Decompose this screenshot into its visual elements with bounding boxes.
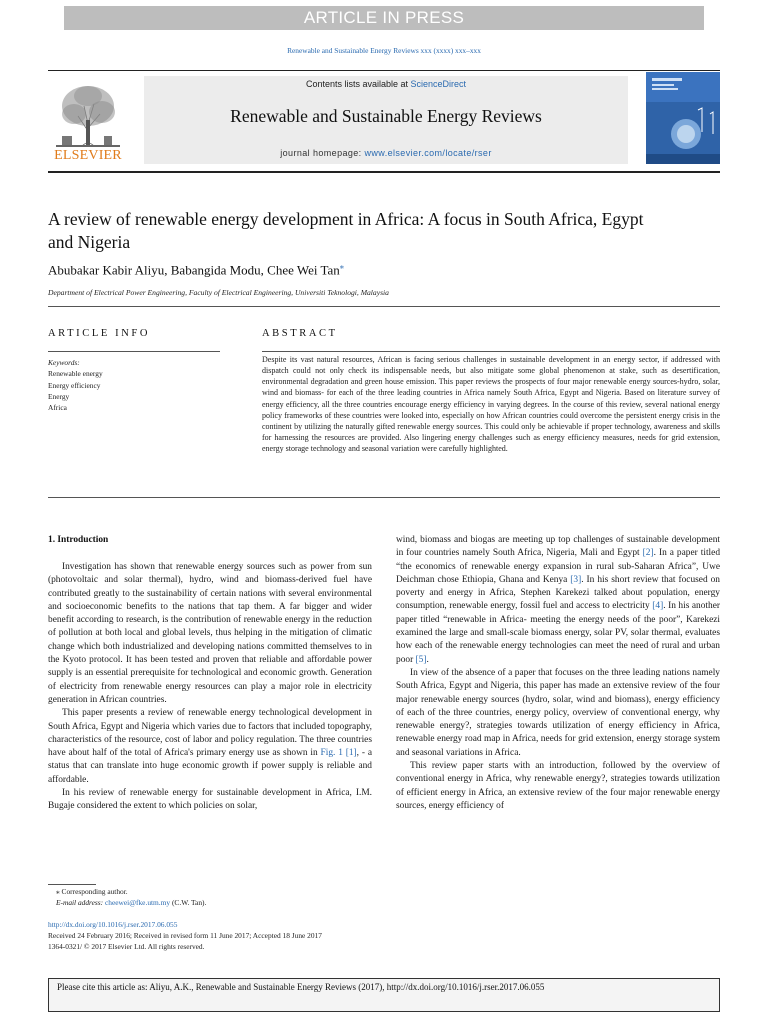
footnote-email-line [56, 897, 206, 908]
journal-masthead [144, 76, 628, 164]
corresponding-author-footnote [56, 886, 206, 908]
figure-reference-link[interactable]: Fig. 1 [1] [320, 748, 357, 759]
journal-homepage-link[interactable]: www.elsevier.com/locate/rser [364, 148, 492, 158]
received-dates: Received 24 February 2016; Received in revised form 11 June 2017; Accepted 18 June 2017 [48, 931, 322, 940]
body-column-right [396, 534, 720, 813]
author-list [48, 262, 344, 278]
article-info-top-rule [48, 306, 720, 307]
article-in-press-banner: ARTICLE IN PRESS [64, 6, 704, 30]
authors-names[interactable]: Abubakar Kabir Aliyu, Babangida Modu, Chee Wei Tan [48, 262, 340, 278]
paragraph-text: . In a paper titled “the economics of renewable energy expansion in rural sub-Saharan Africa”, Uwe Deichman chose Ethiopia, Ghana and Kenya [396, 548, 721, 585]
paragraph-text: This paper presents a review of renewable energy technological development in South Africa, Egypt and Nigeria which varies due to factors that included topography, characteristics of the resource, cost of labor and policy regulation. The three countries have about half of the total of Africa's primary energy use as shown in [48, 708, 372, 759]
body-paragraph [48, 707, 372, 787]
body-paragraph: In his review of renewable energy for sustainable development in Africa, I.M. Bugaje considered the extent to which policies on solar, [48, 788, 372, 812]
keywords-label: Keywords: [48, 358, 80, 367]
article-info-heading: ARTICLE INFO [48, 328, 151, 339]
body-paragraph: Investigation has shown that renewable energy sources such as power from sun (photovoltaic and solar thermal), hydro, wind and biomass-derived fuel have contributed greatly to the sustainability of certain nations with several environmental and socioeconomic benefits to the nations that tap them. A far bigger and wider benefit according to research, is the contribution of renewable energy in the reduction of pollution at both local and global levels, thus helping in the mitigation of climatic change which both industrialized and developing nations committed themselves to in the Kyoto protocol. It has been tested and proven that reliable and affordable power supply is an essential prerequisite for technological and economic growth. Generation of electricity from renewable energy resources can play a major role in electricity generation in African countries. [48, 562, 372, 705]
paragraph-text: , - a status that can translate into huge economic growth if power supply is reliable and affordable. [48, 748, 372, 785]
email-suffix: (C.W. Tan). [170, 898, 207, 907]
abstract-rule [262, 351, 720, 352]
corresponding-author-mark[interactable]: ⁎ [339, 262, 344, 271]
keyword-item: Africa [48, 403, 67, 413]
keyword-item: Energy efficiency [48, 380, 101, 390]
copyright-line: 1364-0321/ © 2017 Elsevier Ltd. All rights reserved. [48, 942, 205, 951]
article-info-bottom-rule [48, 497, 720, 498]
author-affiliation: Department of Electrical Power Engineering, Faculty of Electrical Engineering, Universiti Teknologi, Malaysia [48, 288, 389, 297]
keyword-item: Renewable energy [48, 369, 103, 379]
citation-link[interactable]: [3] [570, 574, 582, 585]
email-label: E-mail address: [56, 898, 104, 907]
doi-block [48, 919, 322, 952]
paragraph-text: wind, biomass and biogas are meeting up top challenges of sustainable development in four countries namely South Africa, Nigeria, Mali and Egypt [396, 535, 720, 559]
article-info-rule [48, 351, 220, 352]
journal-homepage-line [144, 148, 628, 158]
body-paragraph [396, 534, 720, 667]
author-email-link[interactable]: cheewei@fke.utm.my [105, 898, 171, 907]
section-heading-introduction: 1. Introduction [48, 535, 109, 545]
body-paragraph: This review paper starts with an introduction, followed by the overview of conventional energy in Africa, why renewable energy?, strategies towards utilization of efficient energy in Africa, an extensive review of the four major renewable energy sources, energy efficiency of [396, 761, 720, 811]
article-title: A review of renewable energy development in Africa: A focus in South Africa, Egypt and Nigeria [48, 209, 644, 252]
contents-available-line [144, 79, 628, 89]
journal-cover-image[interactable] [646, 72, 720, 164]
abstract-text: Despite its vast natural resources, African is facing serious challenges in sustainable development in an energy sector, if addressed with dispatch could not only check its indispensable needs, but also mitigate some global phenomenon at stake, such as desertification, environmental degradation and green house emission. This paper reviews the prospects of four major renewable energy sources-hydro, solar, wind and biomass- for each of the three leading countries in Africa namely South Africa, Egypt and Nigeria. Based on literature survey of energy efficiency, all the three countries encourage energy efficiency in varying degrees. In the course of this review, several national energy policy frameworks of these countries were looked into, especially on how African countries could overcome the persistent energy crisis in the continent by utilizing the naturally gifted renewable energy sources. This could only be achievable if proper technology, awareness and skills for harnessing the resources are provided. Also lingering energy challenges such as energy efficiency measures, needs for grid extension, energy storage technology and seasonal variation were carefully highlighted. [262, 355, 720, 454]
sciencedirect-link[interactable]: ScienceDirect [410, 79, 467, 89]
keyword-item: Energy [48, 391, 70, 401]
paragraph-text: . In his short review that focused on poverty and energy in Africa, Stephen Karekezi talked about population, energy consumption, renewable energy, fossil fuel and access to electricity [396, 574, 720, 612]
homepage-prefix: journal homepage: [280, 148, 365, 158]
paragraph-text: . In his another paper titled “renewable in Africa- meeting the energy needs of the poor”, Karekezi examined the large and small-scale biomass energy, solar PV, solar thermal, evaluates how each of the renewable energy technologies can meet the need of rural and urban poor [396, 601, 720, 665]
header-bottom-rule [48, 171, 720, 173]
paragraph-text: . [426, 654, 429, 665]
keywords-block [48, 357, 218, 413]
citation-link[interactable]: [4] [652, 601, 664, 612]
journal-reference-link[interactable]: Renewable and Sustainable Energy Reviews xxx (xxxx) xxx–xxx [287, 46, 481, 55]
citation-link[interactable]: [5] [415, 654, 427, 665]
citation-box: Please cite this article as: Aliyu, A.K., Renewable and Sustainable Energy Reviews (2017), http://dx.doi.org/10.1016/j.rser.2017.06.055 [48, 978, 720, 1012]
footnote-rule [48, 884, 96, 885]
citation-link[interactable]: [2] [642, 548, 654, 559]
contents-prefix: Contents lists available at [305, 79, 411, 89]
header-top-rule [48, 70, 720, 71]
journal-title: Renewable and Sustainable Energy Reviews [230, 106, 542, 126]
doi-link[interactable]: http://dx.doi.org/10.1016/j.rser.2017.06.055 [48, 920, 178, 929]
abstract-heading: ABSTRACT [262, 328, 338, 339]
footnote-mark: ⁎ Corresponding author. [56, 887, 128, 896]
elsevier-wordmark: ELSEVIER [54, 148, 122, 163]
body-paragraph: In view of the absence of a paper that focuses on the three leading nations namely South Africa, Egypt and Nigeria, this paper has made an extensive review of the four major renewable energy sources (hydro, solar, wind and biomass), energy efficiency of each of the three countries, energy policy, overview of conventional energy, why renewable energy?, strategies towards utilization of energy efficiency in Africa, renewable energy road map in Africa, needs for grid extension, energy storage system and seasonal variations in Africa. [396, 667, 720, 758]
body-column-left [48, 561, 372, 814]
